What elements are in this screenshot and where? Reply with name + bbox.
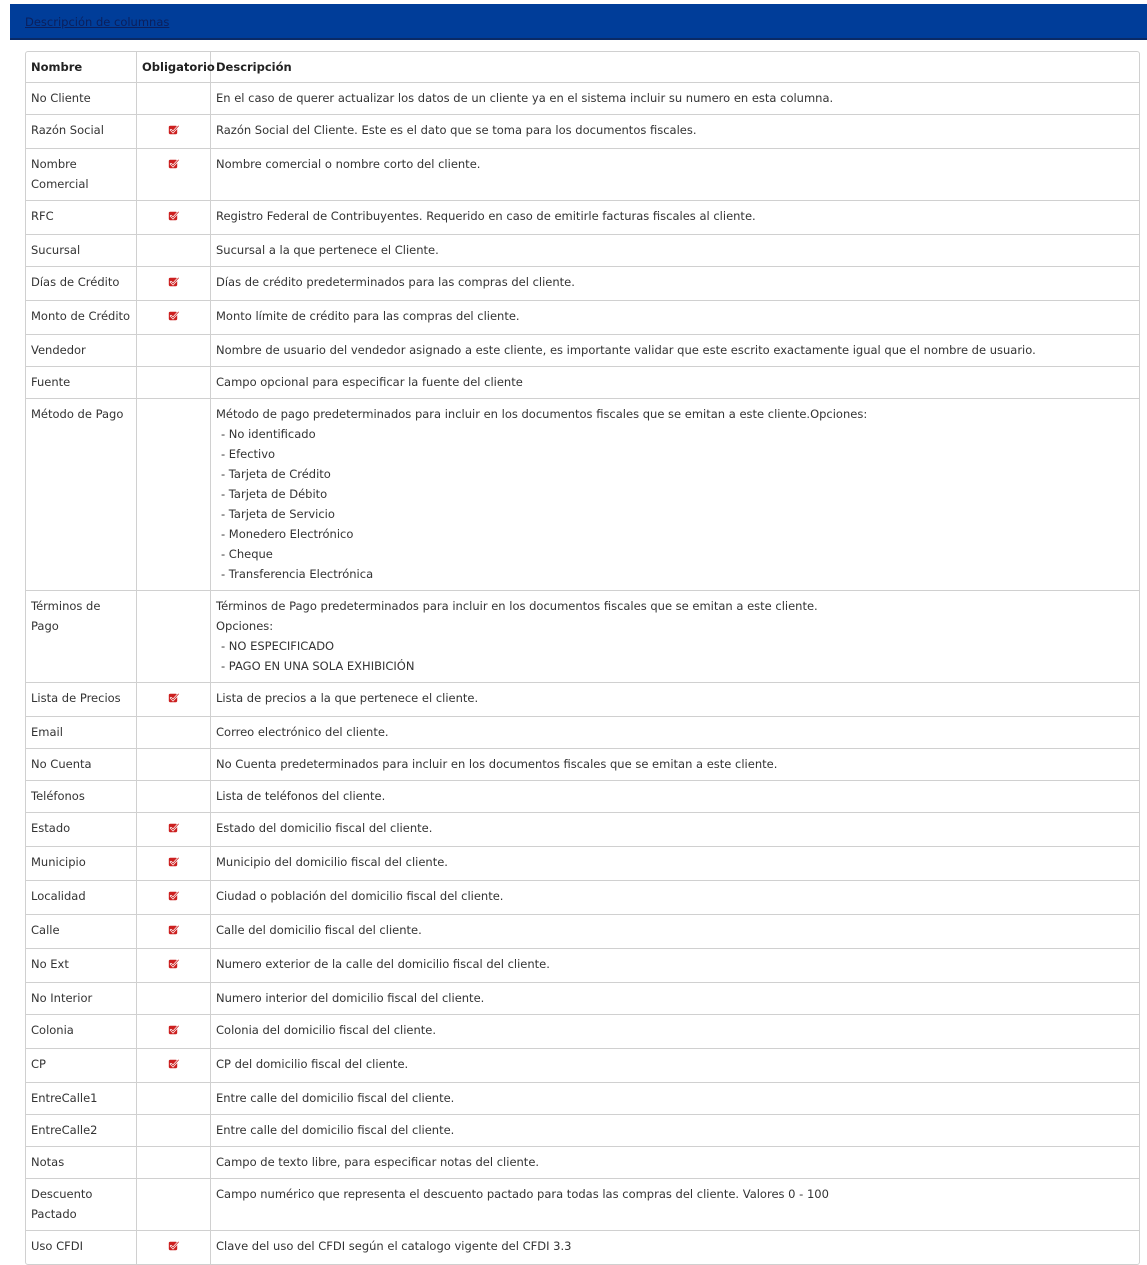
column-name: RFC — [26, 201, 137, 235]
column-description — [211, 83, 1140, 115]
column-description — [211, 115, 1140, 149]
column-description — [211, 1179, 1140, 1231]
column-description — [211, 915, 1140, 949]
table-row — [26, 301, 1139, 335]
option-item: - NO ESPECIFICADO — [221, 639, 335, 653]
description-text: Monto límite de crédito para las compras del cliente. — [216, 309, 520, 323]
column-description — [211, 1049, 1140, 1083]
column-name: Municipio — [26, 847, 137, 881]
column-description — [211, 881, 1140, 915]
required-cell — [137, 235, 211, 267]
required-cell — [137, 749, 211, 781]
description-text: Numero interior del domicilio fiscal del cliente. — [216, 991, 485, 1005]
header-nombre: Nombre — [26, 52, 137, 83]
column-name: Fuente — [26, 367, 137, 399]
description-text: Términos de Pago predeterminados para incluir en los documentos fiscales que se emitan a este cliente. — [216, 599, 818, 613]
required-cell — [137, 149, 211, 201]
header-descripcion: Descripción — [211, 52, 1140, 83]
option-item: - Efectivo — [221, 447, 276, 461]
check-square-icon — [168, 308, 180, 320]
column-description — [211, 367, 1140, 399]
description-text: Entre calle del domicilio fiscal del cliente. — [216, 1123, 455, 1137]
column-description — [211, 781, 1140, 813]
description-text: No Cuenta predeterminados para incluir en los documentos fiscales que se emitan a este cliente. — [216, 757, 778, 771]
table-row — [26, 399, 1139, 591]
column-description — [211, 149, 1140, 201]
column-description — [211, 1083, 1140, 1115]
check-square-icon — [168, 1022, 180, 1034]
table-row — [26, 1049, 1139, 1083]
table-row — [26, 847, 1139, 881]
option-item: - No identificado — [221, 427, 316, 441]
required-cell — [137, 1083, 211, 1115]
column-name: Lista de Precios — [26, 683, 137, 717]
column-description-link[interactable]: Descripción de columnas — [25, 15, 170, 29]
required-cell — [137, 1231, 211, 1265]
column-description — [211, 399, 1140, 591]
description-text: Municipio del domicilio fiscal del cliente. — [216, 855, 448, 869]
table-row — [26, 367, 1139, 399]
required-cell — [137, 83, 211, 115]
table-row — [26, 915, 1139, 949]
table-row — [26, 1231, 1139, 1265]
column-name: Términos de Pago — [26, 591, 137, 683]
option-item: - Tarjeta de Débito — [221, 487, 328, 501]
check-square-icon — [168, 854, 180, 866]
column-name: Email — [26, 717, 137, 749]
column-name: EntreCalle2 — [26, 1115, 137, 1147]
table-row — [26, 83, 1139, 115]
column-name: EntreCalle1 — [26, 1083, 137, 1115]
required-cell — [137, 847, 211, 881]
column-description — [211, 1015, 1140, 1049]
table-row — [26, 881, 1139, 915]
table-row — [26, 813, 1139, 847]
header-obligatorio: Obligatorio — [137, 52, 211, 83]
check-square-icon — [168, 1238, 180, 1250]
description-text: Sucursal a la que pertenece el Cliente. — [216, 243, 439, 257]
required-cell — [137, 717, 211, 749]
description-text: Entre calle del domicilio fiscal del cliente. — [216, 1091, 455, 1105]
column-name: Sucursal — [26, 235, 137, 267]
description-text: Clave del uso del CFDI según el catalogo vigente del CFDI 3.3 — [216, 1239, 572, 1253]
column-description — [211, 749, 1140, 781]
required-cell — [137, 1147, 211, 1179]
required-cell — [137, 1179, 211, 1231]
table-row — [26, 781, 1139, 813]
description-text: Lista de teléfonos del cliente. — [216, 789, 386, 803]
column-name: No Interior — [26, 983, 137, 1015]
column-description — [211, 235, 1140, 267]
check-square-icon — [168, 922, 180, 934]
column-name: Monto de Crédito — [26, 301, 137, 335]
option-item: - Transferencia Electrónica — [221, 567, 374, 581]
column-description — [211, 591, 1140, 683]
column-description — [211, 717, 1140, 749]
column-description — [211, 813, 1140, 847]
column-name: Uso CFDI — [26, 1231, 137, 1265]
table-row — [26, 267, 1139, 301]
table-row — [26, 983, 1139, 1015]
check-square-icon — [168, 156, 180, 168]
table-row — [26, 749, 1139, 781]
required-cell — [137, 1015, 211, 1049]
description-text: Numero exterior de la calle del domicilio fiscal del cliente. — [216, 957, 550, 971]
required-cell — [137, 683, 211, 717]
column-name: Días de Crédito — [26, 267, 137, 301]
table-row — [26, 1147, 1139, 1179]
required-cell — [137, 399, 211, 591]
description-text: Lista de precios a la que pertenece el cliente. — [216, 691, 479, 705]
description-text: Campo numérico que representa el descuento pactado para todas las compras del cliente. Valores 0 - 100 — [216, 1187, 829, 1201]
column-description — [211, 267, 1140, 301]
column-name: Estado — [26, 813, 137, 847]
option-item: - Monedero Electrónico — [221, 527, 354, 541]
option-item: - PAGO EN UNA SOLA EXHIBICIÓN — [221, 659, 415, 673]
option-item: - Tarjeta de Crédito — [221, 467, 331, 481]
column-name: Calle — [26, 915, 137, 949]
column-description — [211, 983, 1140, 1015]
description-text: Registro Federal de Contribuyentes. Requerido en caso de emitirle facturas fiscales al cliente. — [216, 209, 756, 223]
table-row — [26, 683, 1139, 717]
required-cell — [137, 301, 211, 335]
column-name: Localidad — [26, 881, 137, 915]
required-cell — [137, 115, 211, 149]
check-square-icon — [168, 1056, 180, 1068]
required-cell — [137, 915, 211, 949]
column-description — [211, 683, 1140, 717]
description-text: Campo opcional para especificar la fuente del cliente — [216, 375, 523, 389]
table-row — [26, 115, 1139, 149]
column-description — [211, 301, 1140, 335]
table-row — [26, 1015, 1139, 1049]
required-cell — [137, 267, 211, 301]
column-name: Razón Social — [26, 115, 137, 149]
description-text: Estado del domicilio fiscal del cliente. — [216, 821, 433, 835]
column-name: No Ext — [26, 949, 137, 983]
required-cell — [137, 983, 211, 1015]
check-square-icon — [168, 820, 180, 832]
description-text: Campo de texto libre, para especificar notas del cliente. — [216, 1155, 540, 1169]
page-header — [10, 4, 1147, 40]
description-text: Calle del domicilio fiscal del cliente. — [216, 923, 422, 937]
description-text: Nombre de usuario del vendedor asignado a este cliente, es importante validar que este escrito exactamente igual que el nombre de usuario. — [216, 343, 1036, 357]
description-text: Días de crédito predeterminados para las compras del cliente. — [216, 275, 575, 289]
description-text: CP del domicilio fiscal del cliente. — [216, 1057, 409, 1071]
column-name: Método de Pago — [26, 399, 137, 591]
column-name: Teléfonos — [26, 781, 137, 813]
column-name: No Cliente — [26, 83, 137, 115]
column-name: Colonia — [26, 1015, 137, 1049]
description-text: Nombre comercial o nombre corto del cliente. — [216, 157, 481, 171]
column-description — [211, 949, 1140, 983]
description-text: Colonia del domicilio fiscal del cliente. — [216, 1023, 437, 1037]
table-row — [26, 591, 1139, 683]
column-description — [211, 1147, 1140, 1179]
table-row — [26, 1179, 1139, 1231]
check-square-icon — [168, 956, 180, 968]
column-name: Descuento Pactado — [26, 1179, 137, 1231]
columns-table — [26, 52, 1139, 1264]
columns-table-wrapper — [25, 51, 1140, 1265]
required-cell — [137, 201, 211, 235]
required-cell — [137, 949, 211, 983]
column-name: Notas — [26, 1147, 137, 1179]
description-text: Correo electrónico del cliente. — [216, 725, 389, 739]
table-row — [26, 1083, 1139, 1115]
column-description — [211, 201, 1140, 235]
required-cell — [137, 813, 211, 847]
table-row — [26, 235, 1139, 267]
table-row — [26, 149, 1139, 201]
table-row — [26, 1115, 1139, 1147]
required-cell — [137, 1049, 211, 1083]
column-name: No Cuenta — [26, 749, 137, 781]
description-text: Razón Social del Cliente. Este es el dato que se toma para los documentos fiscales. — [216, 123, 697, 137]
check-square-icon — [168, 274, 180, 286]
option-item: - Tarjeta de Servicio — [221, 507, 335, 521]
table-row — [26, 717, 1139, 749]
column-name: Vendedor — [26, 335, 137, 367]
description-text: Ciudad o población del domicilio fiscal del cliente. — [216, 889, 504, 903]
option-item: - Cheque — [221, 547, 273, 561]
required-cell — [137, 1115, 211, 1147]
required-cell — [137, 591, 211, 683]
column-name: CP — [26, 1049, 137, 1083]
required-cell — [137, 335, 211, 367]
check-square-icon — [168, 208, 180, 220]
description-text: Método de pago predeterminados para incluir en los documentos fiscales que se emitan a este cliente.Opciones: — [216, 407, 868, 421]
description-text: En el caso de querer actualizar los datos de un cliente ya en el sistema incluir su numero en esta columna. — [216, 91, 834, 105]
required-cell — [137, 881, 211, 915]
table-body — [26, 83, 1139, 1265]
column-description — [211, 847, 1140, 881]
required-cell — [137, 367, 211, 399]
description-options-label: Opciones: — [216, 619, 274, 633]
table-row — [26, 201, 1139, 235]
check-square-icon — [168, 888, 180, 900]
column-description — [211, 335, 1140, 367]
table-header-row — [26, 52, 1139, 83]
column-description — [211, 1115, 1140, 1147]
check-square-icon — [168, 122, 180, 134]
table-row — [26, 335, 1139, 367]
column-name: Nombre Comercial — [26, 149, 137, 201]
column-description — [211, 1231, 1140, 1265]
table-row — [26, 949, 1139, 983]
check-square-icon — [168, 690, 180, 702]
required-cell — [137, 781, 211, 813]
